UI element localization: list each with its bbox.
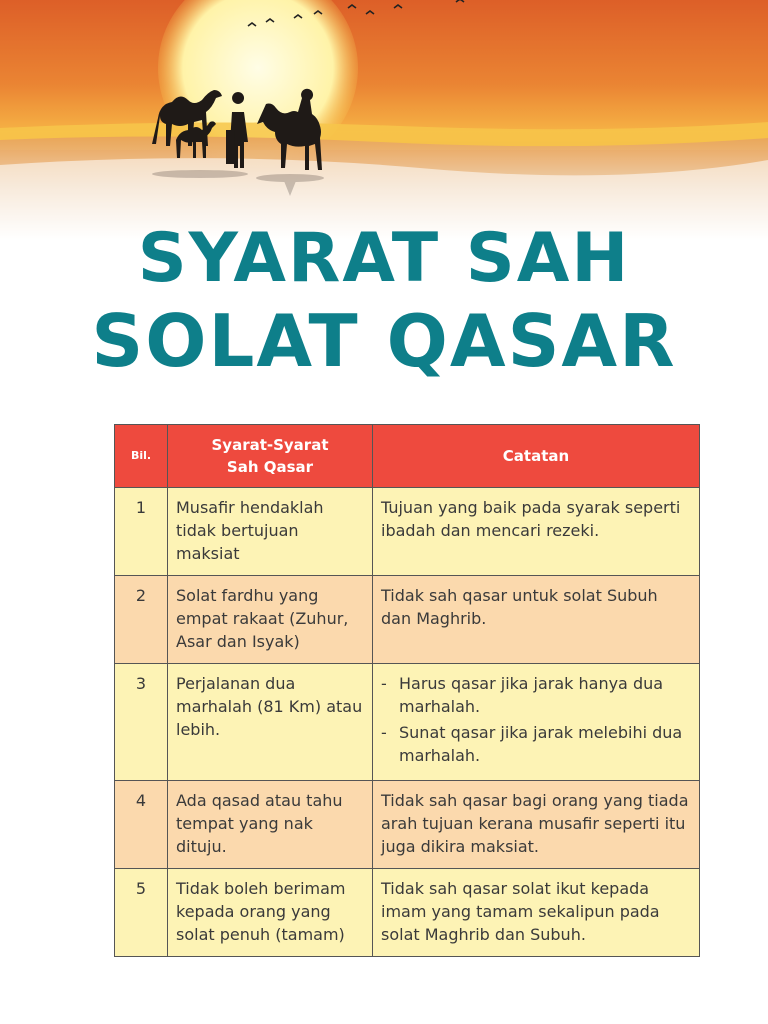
row-catatan (373, 664, 700, 781)
catatan-list (381, 672, 691, 767)
list-item: - Harus qasar jika jarak hanya dua marhalah. (381, 674, 664, 716)
row-syarat: Musafir hendaklah tidak bertujuan maksiat (168, 488, 373, 576)
title-line-2: SOLAT QASAR (91, 299, 677, 383)
title-line-1: SYARAT SAH (137, 219, 631, 298)
table-row (115, 576, 700, 664)
row-number: 1 (115, 488, 168, 576)
row-syarat: Ada qasad atau tahu tempat yang nak dituju. (168, 781, 373, 869)
row-catatan: Tidak sah qasar solat ikut kepada imam yang tamam sekalipun pada solat Maghrib dan Subuh. (373, 869, 700, 957)
syarat-table (114, 424, 700, 957)
table-row (115, 869, 700, 957)
header-syarat (168, 425, 373, 488)
header-bil: Bil. (115, 425, 168, 488)
list-item: - Sunat qasar jika jarak melebihi dua marhalah. (381, 723, 683, 765)
list-item-text: Harus qasar jika jarak hanya dua marhalah. (399, 674, 664, 716)
row-syarat: Solat fardhu yang empat rakaat (Zuhur, Asar dan Isyak) (168, 576, 373, 664)
row-number: 2 (115, 576, 168, 664)
table-header-row (115, 425, 700, 488)
header-syarat-line-2: Sah Qasar (226, 458, 314, 476)
header-syarat-line-1: Syarat-Syarat (211, 436, 329, 454)
page-title (0, 218, 768, 382)
row-number: 5 (115, 869, 168, 957)
row-catatan: Tidak sah qasar untuk solat Subuh dan Maghrib. (373, 576, 700, 664)
row-number: 4 (115, 781, 168, 869)
desert-caravan-sunset-illustration (0, 0, 768, 240)
row-catatan: Tidak sah qasar bagi orang yang tiada arah tujuan kerana musafir seperti itu juga dikira maksiat. (373, 781, 700, 869)
table-row (115, 664, 700, 781)
row-catatan: Tujuan yang baik pada syarak seperti ibadah dan mencari rezeki. (373, 488, 700, 576)
table-row (115, 781, 700, 869)
header-catatan: Catatan (373, 425, 700, 488)
row-syarat: Tidak boleh berimam kepada orang yang solat penuh (tamam) (168, 869, 373, 957)
table-row (115, 488, 700, 576)
list-item-text: Sunat qasar jika jarak melebihi dua marhalah. (399, 723, 683, 765)
row-number: 3 (115, 664, 168, 781)
hero-illustration (0, 0, 768, 240)
row-syarat: Perjalanan dua marhalah (81 Km) atau lebih. (168, 664, 373, 781)
